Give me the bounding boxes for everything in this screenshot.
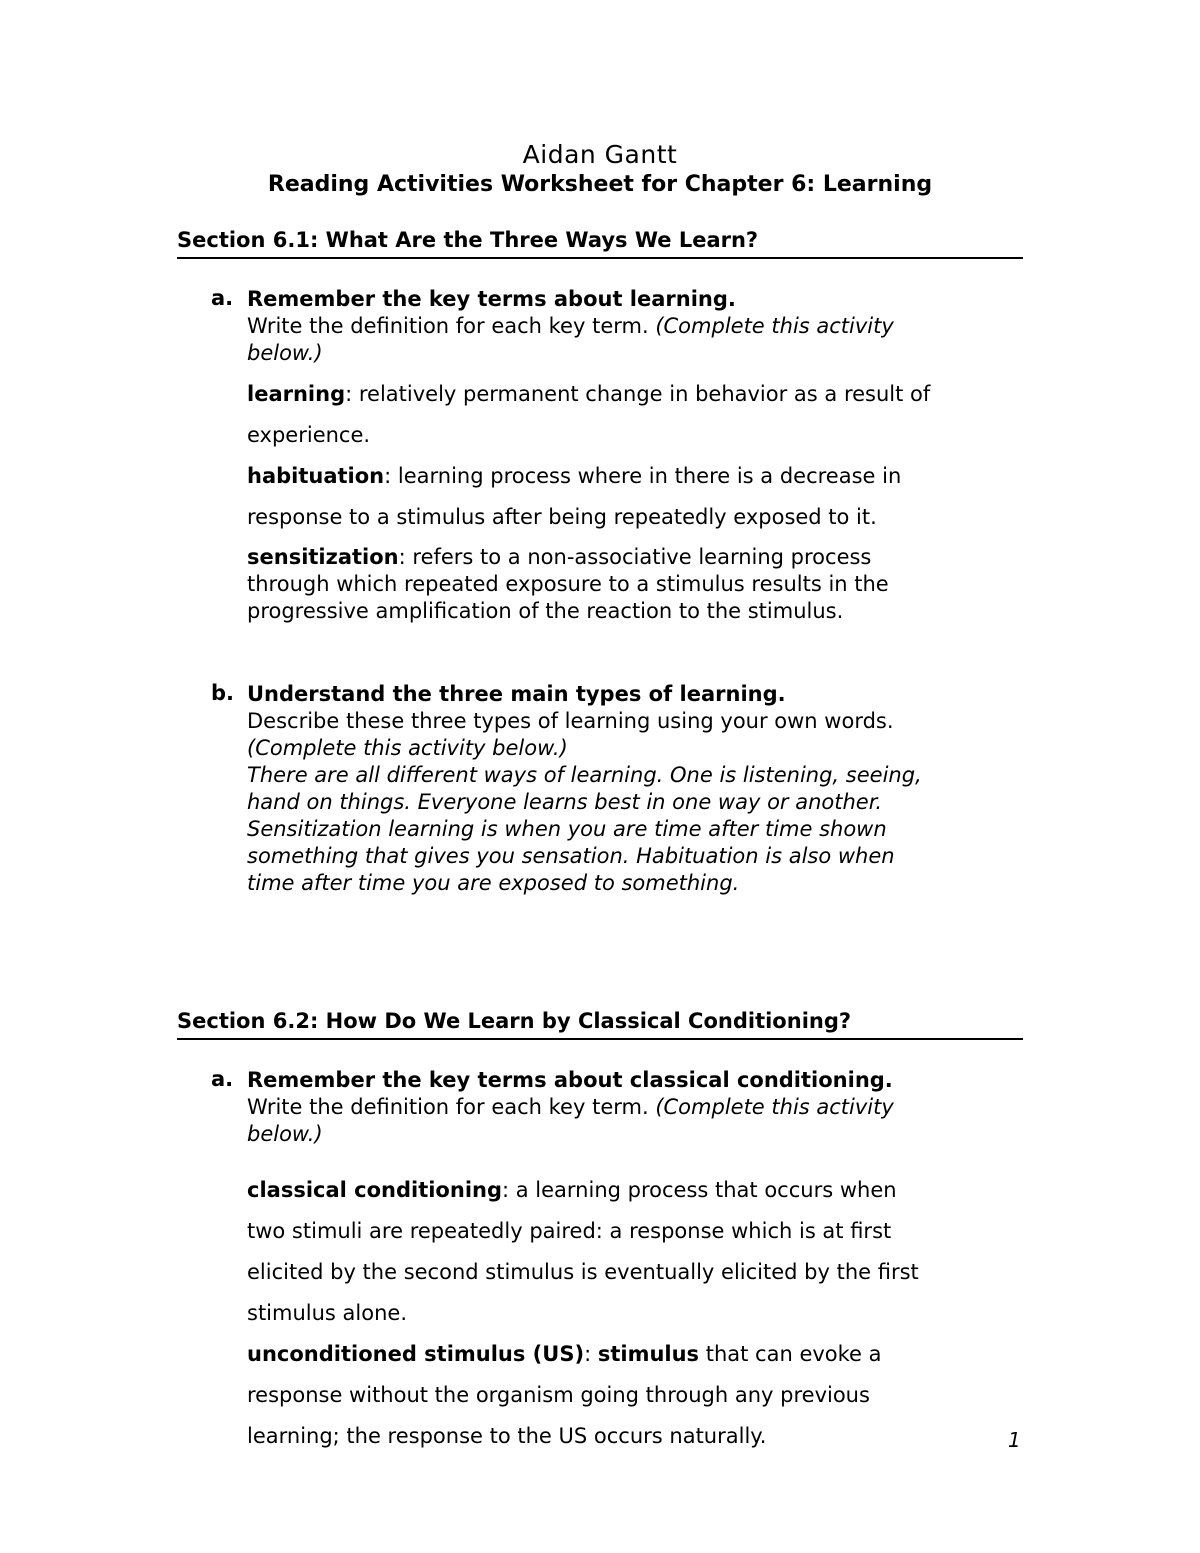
list-marker-b: b.	[211, 681, 235, 705]
term-unconditioned-stimulus: unconditioned stimulus (US): stimulus that can evoke a	[247, 1342, 882, 1366]
list-marker-a: a.	[211, 286, 234, 310]
sensitization-block	[247, 544, 1037, 625]
section-heading-6-1: Section 6.1: What Are the Three Ways We Learn?	[177, 228, 759, 252]
answer-line: hand on things. Everyone learns best in one way or another.	[247, 790, 883, 814]
page-number: 1	[1008, 1428, 1021, 1452]
answer-line: something that gives you sensation. Habituation is also when	[247, 844, 895, 868]
term-habituation-cont: response to a stimulus after being repeatedly exposed to it.	[247, 505, 877, 529]
item-a-instruction: Write the definition for each key term. (Complete this activity	[247, 314, 894, 338]
item-b-block	[247, 681, 1037, 897]
term-learning: learning: relatively permanent change in behavior as a result of	[247, 382, 931, 406]
term-sensitization-cont-1: through which repeated exposure to a stimulus results in the	[247, 572, 889, 596]
term-cc-cont-3: stimulus alone.	[247, 1301, 407, 1325]
item-b-instruction-note: (Complete this activity below.)	[247, 736, 568, 760]
section-rule	[177, 257, 1023, 259]
item-a-heading: Remember the key terms about learning.	[247, 287, 736, 311]
answer-line: Sensitization learning is when you are time after time shown	[247, 817, 887, 841]
item-b-instruction: Describe these three types of learning using your own words.	[247, 709, 894, 733]
item-a-block	[247, 286, 1037, 367]
author-name: Aidan Gantt	[522, 140, 678, 169]
answer-line: There are all different ways of learning. One is listening, seeing,	[247, 763, 922, 787]
worksheet-title: Reading Activities Worksheet for Chapter 6: Learning	[267, 172, 933, 197]
term-sensitization-cont-2: progressive amplification of the reaction to the stimulus.	[247, 599, 844, 623]
item-a-instruction-cont: below.)	[247, 341, 323, 365]
definitions-block-6-1	[247, 374, 1037, 538]
item-2a-instruction-cont: below.)	[247, 1122, 323, 1146]
term-classical-conditioning: classical conditioning: a learning process that occurs when	[247, 1178, 897, 1202]
item-2a-block	[247, 1067, 1037, 1148]
definitions-block-6-2	[247, 1170, 1037, 1457]
list-marker-a: a.	[211, 1067, 234, 1091]
item-b-heading: Understand the three main types of learning.	[247, 682, 786, 706]
answer-line: time after time you are exposed to something.	[247, 871, 740, 895]
term-cc-cont-1: two stimuli are repeatedly paired: a response which is at first	[247, 1219, 892, 1243]
term-cc-cont-2: elicited by the second stimulus is eventually elicited by the first	[247, 1260, 919, 1284]
item-2a-heading: Remember the key terms about classical conditioning.	[247, 1068, 893, 1092]
term-us-cont-1: response without the organism going through any previous	[247, 1383, 870, 1407]
section-heading-6-2: Section 6.2: How Do We Learn by Classical Conditioning?	[177, 1009, 852, 1033]
term-us-cont-2: learning; the response to the US occurs naturally.	[247, 1424, 767, 1448]
term-learning-cont: experience.	[247, 423, 371, 447]
term-habituation: habituation: learning process where in there is a decrease in	[247, 464, 902, 488]
term-sensitization: sensitization: refers to a non-associative learning process	[247, 545, 872, 569]
section-rule	[177, 1038, 1023, 1040]
item-2a-instruction: Write the definition for each key term. (Complete this activity	[247, 1095, 894, 1119]
